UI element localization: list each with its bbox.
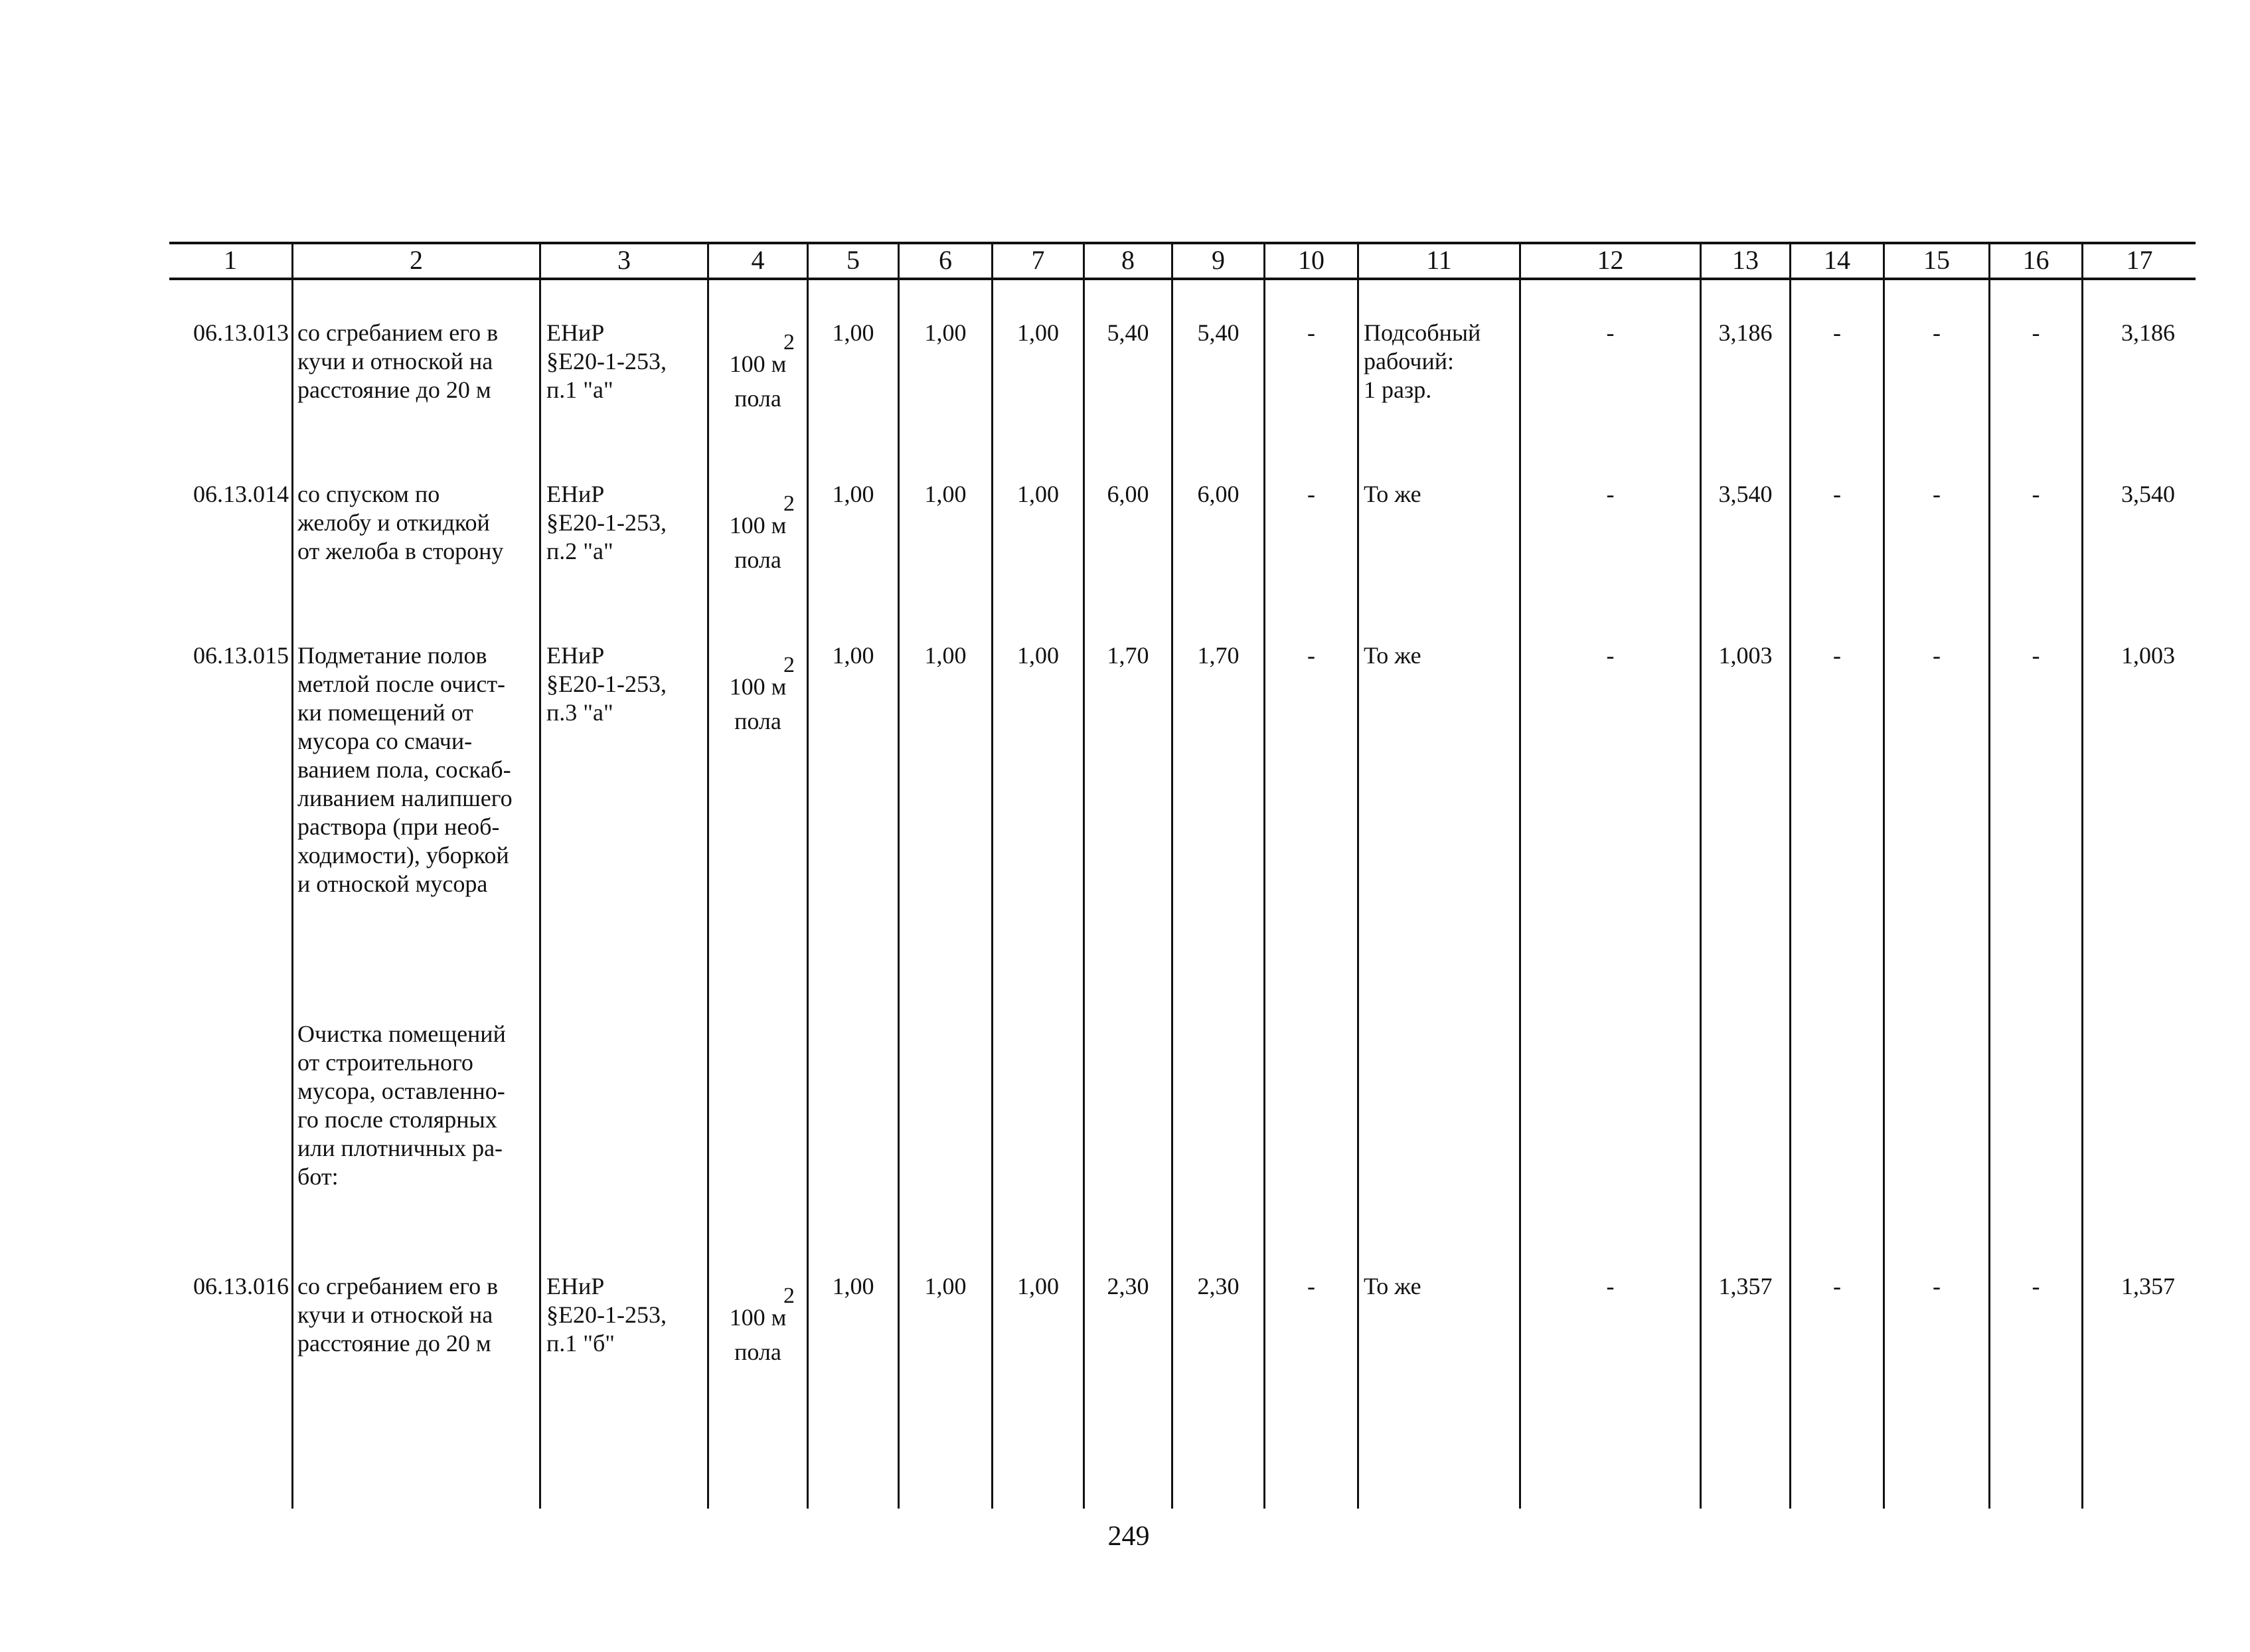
unit-sub: пола [734, 385, 781, 412]
row-col-16: - [2032, 1273, 2040, 1299]
row-code: 06.13.016 [193, 1273, 289, 1299]
column-header-17: 17 [2126, 245, 2153, 275]
column-header-8: 8 [1121, 245, 1135, 275]
row-col-10: - [1307, 642, 1315, 669]
row-col-11: То же [1364, 481, 1421, 507]
column-rule [1083, 242, 1085, 1509]
column-rule [1988, 242, 1990, 1509]
column-header-15: 15 [1923, 245, 1950, 275]
column-rule [1883, 242, 1885, 1509]
row-col-5: 1,00 [832, 642, 874, 669]
unit-main: 100 м [729, 512, 787, 538]
row-code: 06.13.014 [193, 481, 289, 507]
row-col-9: 5,40 [1197, 319, 1240, 346]
row-col-6: 1,00 [924, 642, 967, 669]
row-col-15: - [1933, 642, 1941, 669]
column-header-1: 1 [224, 245, 237, 275]
row-norm-reference: ЕНиР §Е20-1-253, п.1 "а" [546, 319, 667, 403]
column-header-11: 11 [1426, 245, 1452, 275]
row-col-6: 1,00 [924, 1273, 967, 1299]
row-col-10: - [1307, 1273, 1315, 1299]
row-col-16: - [2032, 642, 2040, 669]
unit-sub: пола [734, 708, 781, 734]
unit-main: 100 м [729, 1304, 787, 1331]
row-col-6: 1,00 [924, 319, 967, 346]
column-rule [1263, 242, 1265, 1509]
row-col-14: - [1833, 642, 1841, 669]
row-col-5: 1,00 [832, 1273, 874, 1299]
row-col-13: 3,186 [1718, 319, 1773, 346]
row-col-15: - [1933, 319, 1941, 346]
column-rule [1357, 242, 1359, 1509]
row-col-6: 1,00 [924, 481, 967, 507]
unit-sub: пола [734, 1339, 781, 1365]
row-col-17: 3,540 [2121, 481, 2175, 507]
row-col-16: - [2032, 319, 2040, 346]
column-header-14: 14 [1824, 245, 1850, 275]
row-col-7: 1,00 [1017, 1273, 1059, 1299]
row-col-11: То же [1364, 1273, 1421, 1299]
row-col-10: - [1307, 481, 1315, 507]
row-description: со спуском по желобу и откидкой от желоба в сторону [297, 481, 504, 564]
row-col-13: 3,540 [1718, 481, 1773, 507]
column-header-7: 7 [1031, 245, 1045, 275]
column-rule [1519, 242, 1521, 1509]
row-code: 06.13.013 [193, 319, 289, 346]
column-header-6: 6 [939, 245, 952, 275]
column-header-5: 5 [846, 245, 860, 275]
column-rule [1789, 242, 1791, 1509]
row-col-8: 2,30 [1107, 1273, 1149, 1299]
unit-main: 100 м [729, 351, 787, 377]
column-header-13: 13 [1732, 245, 1759, 275]
row-col-8: 6,00 [1107, 481, 1149, 507]
column-rule [1700, 242, 1702, 1509]
column-rule [898, 242, 900, 1509]
row-col-17: 1,003 [2121, 642, 2175, 669]
row-description: Подметание полов метлой после очист- ки помещений от мусора со смачи- ванием пола, соскаб- ливанием налипшего раствора (при необ- ходимости), уборкой и отноской мусора [297, 642, 513, 897]
row-col-9: 6,00 [1197, 481, 1240, 507]
row-col-17: 3,186 [2121, 319, 2175, 346]
row-col-10: - [1307, 319, 1315, 346]
row-col-12: - [1606, 642, 1615, 669]
row-col-14: - [1833, 1273, 1841, 1299]
row-col-15: - [1933, 481, 1941, 507]
column-header-2: 2 [410, 245, 423, 275]
unit-exponent: 2 [783, 1283, 795, 1308]
page-number: 249 [1107, 1521, 1150, 1552]
row-col-12: - [1606, 481, 1615, 507]
row-col-5: 1,00 [832, 481, 874, 507]
row-col-8: 5,40 [1107, 319, 1149, 346]
column-rule [539, 242, 541, 1509]
row-col-17: 1,357 [2121, 1273, 2175, 1299]
row-col-7: 1,00 [1017, 642, 1059, 669]
row-col-11: Подсобный рабочий: 1 разр. [1364, 319, 1481, 403]
row-norm-reference: ЕНиР §Е20-1-253, п.3 "а" [546, 642, 667, 726]
row-col-12: - [1606, 1273, 1615, 1299]
row-col-12: - [1606, 319, 1615, 346]
row-norm-reference: ЕНиР §Е20-1-253, п.2 "а" [546, 481, 667, 564]
column-header-16: 16 [2022, 245, 2049, 275]
column-rule [2081, 242, 2083, 1509]
column-rule [1171, 242, 1173, 1509]
column-header-12: 12 [1597, 245, 1624, 275]
row-col-5: 1,00 [832, 319, 874, 346]
row-col-7: 1,00 [1017, 481, 1059, 507]
column-rule [991, 242, 993, 1509]
unit-exponent: 2 [783, 491, 795, 516]
row-code: 06.13.015 [193, 642, 289, 669]
row-col-11: То же [1364, 642, 1421, 669]
row-description: со сгребанием его в кучи и отноской на расстояние до 20 м [297, 319, 499, 403]
row-col-15: - [1933, 1273, 1941, 1299]
column-header-10: 10 [1298, 245, 1325, 275]
column-header-3: 3 [617, 245, 631, 275]
row-col-8: 1,70 [1107, 642, 1149, 669]
unit-exponent: 2 [783, 653, 795, 677]
column-rule [807, 242, 809, 1509]
section-heading: Очистка помещений от строительного мусора, оставленно- го после столярных или плотничных ра- бот: [297, 1021, 506, 1190]
unit-exponent: 2 [783, 330, 795, 355]
row-col-9: 2,30 [1197, 1273, 1240, 1299]
unit-main: 100 м [729, 673, 787, 700]
row-description: со сгребанием его в кучи и отноской на расстояние до 20 м [297, 1273, 499, 1357]
row-norm-reference: ЕНиР §Е20-1-253, п.1 "б" [546, 1273, 667, 1357]
column-header-4: 4 [751, 245, 765, 275]
row-col-9: 1,70 [1197, 642, 1240, 669]
column-header-9: 9 [1212, 245, 1225, 275]
row-col-16: - [2032, 481, 2040, 507]
row-col-14: - [1833, 319, 1841, 346]
column-rule [291, 242, 293, 1509]
row-col-14: - [1833, 481, 1841, 507]
row-col-13: 1,003 [1718, 642, 1773, 669]
row-col-7: 1,00 [1017, 319, 1059, 346]
row-col-13: 1,357 [1718, 1273, 1773, 1299]
unit-sub: пола [734, 546, 781, 573]
header-bottom-rule [169, 278, 2196, 280]
